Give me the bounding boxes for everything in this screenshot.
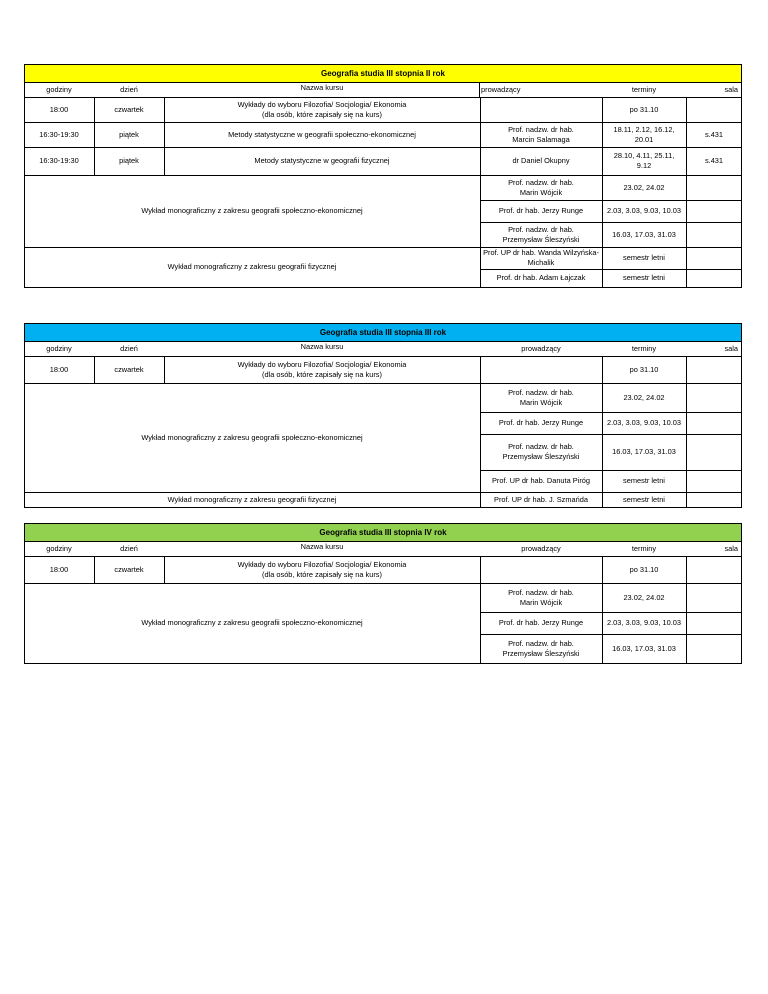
cell-godziny: 18:00 bbox=[49, 364, 69, 374]
grid-line bbox=[686, 247, 687, 269]
grid-line bbox=[741, 612, 742, 634]
grid-line bbox=[602, 434, 603, 470]
grid-line bbox=[94, 122, 95, 147]
cell-dzien: piątek bbox=[119, 129, 139, 139]
cell-terminy: semestr letni bbox=[623, 253, 665, 262]
cell-terminy: 28.10, 4.11, 25.11, 9.12 bbox=[613, 151, 675, 170]
grid-line bbox=[164, 356, 165, 383]
grid-line bbox=[24, 287, 742, 288]
grid-line bbox=[24, 342, 25, 356]
grid-line bbox=[741, 122, 742, 147]
grid-line bbox=[602, 412, 603, 434]
grid-line bbox=[480, 583, 481, 612]
cell-prowadzacy: Prof. nadzw. dr hab. Przemysław Śleszyński bbox=[502, 638, 580, 658]
col-header-nazwa: Nazwa kursu bbox=[300, 342, 344, 351]
col-header-sala: sala bbox=[724, 544, 738, 553]
cell-nazwa-monograficzny: Wykład monograficzny z zakresu geografii społeczno-ekonomicznej bbox=[141, 618, 363, 627]
grid-line bbox=[741, 222, 742, 247]
cell-nazwa: Wykłady do wyboru Filozofia/ Socjologia/ Ekonomia (dla osób, które zapisały się na kurs) bbox=[237, 559, 407, 579]
col-header-terminy: terminy bbox=[631, 344, 657, 353]
cell-terminy: po 31.10 bbox=[629, 104, 659, 114]
cell-godziny: 16:30-19:30 bbox=[39, 156, 79, 165]
cell-nazwa-monograficzny: Wykład monograficzny z zakresu geografii fizycznej bbox=[167, 494, 337, 504]
cell-terminy: semestr letni bbox=[623, 273, 665, 282]
grid-line bbox=[686, 412, 687, 434]
cell-prowadzacy: Prof. nadzw. dr hab. Marin Wójcik bbox=[508, 387, 574, 407]
cell-dzien: czwartek bbox=[114, 104, 144, 114]
cell-terminy: 16.03, 17.03, 31.03 bbox=[612, 229, 676, 239]
cell-nazwa-monograficzny: Wykład monograficzny z zakresu geografii społeczno-ekonomicznej bbox=[141, 206, 363, 215]
cell-prowadzacy: Prof. nadzw. dr hab. Przemysław Śleszyński bbox=[502, 442, 580, 461]
grid-line bbox=[741, 356, 742, 383]
cell-nazwa: Wykłady do wyboru Filozofia/ Socjologia/ Ekonomia (dla osób, które zapisały się na kurs) bbox=[237, 99, 407, 119]
cell-terminy: semestr letni bbox=[623, 494, 665, 504]
grid-line bbox=[602, 200, 603, 222]
grid-line bbox=[686, 175, 687, 200]
grid-line bbox=[602, 583, 603, 612]
cell-terminy: 16.03, 17.03, 31.03 bbox=[612, 643, 676, 653]
cell-prowadzacy bbox=[480, 97, 602, 122]
col-header-godziny: godziny bbox=[46, 544, 72, 553]
grid-line bbox=[480, 470, 481, 492]
grid-line bbox=[686, 583, 687, 612]
grid-line bbox=[602, 175, 603, 200]
grid-line bbox=[686, 470, 687, 492]
cell-dzien: czwartek bbox=[114, 564, 144, 574]
grid-line bbox=[480, 356, 481, 383]
grid-line bbox=[164, 556, 165, 583]
grid-line bbox=[686, 434, 687, 470]
grid-line bbox=[686, 222, 687, 247]
grid-line bbox=[741, 542, 742, 556]
grid-line bbox=[94, 356, 95, 383]
cell-terminy: 2.03, 3.03, 9.03, 10.03 bbox=[607, 618, 681, 627]
grid-line bbox=[602, 612, 603, 634]
grid-line bbox=[686, 147, 687, 175]
grid-line bbox=[480, 612, 481, 634]
grid-line bbox=[686, 200, 687, 222]
cell-prowadzacy: Prof. dr hab. Adam Łajczak bbox=[496, 273, 586, 282]
grid-line bbox=[741, 383, 742, 412]
cell-prowadzacy: dr Daniel Okupny bbox=[512, 156, 570, 165]
grid-line bbox=[741, 556, 742, 583]
col-header-prowadzacy: prowadzący bbox=[521, 544, 561, 553]
grid-line bbox=[741, 634, 742, 663]
cell-terminy: po 31.10 bbox=[629, 364, 659, 374]
grid-line bbox=[741, 147, 742, 175]
grid-line bbox=[24, 175, 25, 247]
grid-line bbox=[164, 147, 165, 175]
col-header-nazwa: Nazwa kursu bbox=[300, 83, 344, 92]
grid-line bbox=[480, 147, 481, 175]
grid-line bbox=[164, 122, 165, 147]
cell-terminy: 2.03, 3.03, 9.03, 10.03 bbox=[607, 418, 681, 427]
grid-line bbox=[602, 97, 603, 122]
grid-line bbox=[602, 269, 603, 287]
grid-line bbox=[24, 147, 25, 175]
section-title: Geografia studia III stopnia III rok bbox=[24, 323, 742, 342]
grid-line bbox=[480, 247, 481, 269]
grid-line bbox=[24, 122, 25, 147]
grid-line bbox=[480, 492, 481, 507]
grid-line bbox=[741, 175, 742, 200]
cell-sala: s.431 bbox=[704, 156, 724, 165]
col-header-prowadzacy: prowadzący bbox=[521, 344, 561, 353]
grid-line bbox=[602, 470, 603, 492]
grid-line bbox=[741, 269, 742, 287]
col-header-prowadzacy: prowadzący bbox=[481, 85, 521, 94]
cell-terminy: semestr letni bbox=[623, 476, 665, 485]
grid-line bbox=[94, 147, 95, 175]
section-title: Geografia studia III stopnia IV rok bbox=[24, 523, 742, 542]
cell-dzien: czwartek bbox=[114, 364, 144, 374]
col-header-dzien: dzień bbox=[120, 85, 138, 94]
grid-line bbox=[24, 556, 25, 583]
cell-prowadzacy bbox=[480, 356, 602, 383]
cell-godziny: 18:00 bbox=[49, 104, 69, 114]
grid-line bbox=[480, 222, 481, 247]
cell-terminy: 23.02, 24.02 bbox=[623, 592, 665, 602]
grid-line bbox=[686, 356, 687, 383]
cell-prowadzacy: Prof. nadzw. dr hab. Marin Wójcik bbox=[508, 587, 574, 607]
grid-line bbox=[602, 634, 603, 663]
cell-prowadzacy: Prof. dr hab. Jerzy Runge bbox=[498, 206, 584, 215]
grid-line bbox=[24, 507, 742, 508]
grid-line bbox=[479, 83, 480, 97]
grid-line bbox=[480, 634, 481, 663]
grid-line bbox=[602, 122, 603, 147]
cell-prowadzacy bbox=[480, 556, 602, 583]
col-header-terminy: terminy bbox=[631, 85, 657, 94]
grid-line bbox=[686, 556, 687, 583]
cell-prowadzacy: Prof. UP dr hab. Wanda Wilzyńska- Michalik bbox=[483, 248, 599, 267]
grid-line bbox=[24, 492, 25, 507]
cell-nazwa: Metody statystyczne w geografii fizycznej bbox=[254, 156, 390, 165]
grid-line bbox=[741, 583, 742, 612]
col-header-sala: sala bbox=[724, 344, 738, 353]
cell-prowadzacy: Prof. nadzw. dr hab. Marin Wójcik bbox=[508, 177, 574, 197]
cell-terminy: 16.03, 17.03, 31.03 bbox=[612, 447, 676, 456]
grid-line bbox=[741, 200, 742, 222]
col-header-godziny: godziny bbox=[46, 344, 72, 353]
grid-line bbox=[602, 492, 603, 507]
grid-line bbox=[480, 434, 481, 470]
grid-line bbox=[480, 383, 481, 412]
grid-line bbox=[741, 412, 742, 434]
cell-terminy: 18.11, 2.12, 16.12, 20.01 bbox=[613, 124, 675, 144]
col-header-dzien: dzień bbox=[120, 544, 138, 553]
grid-line bbox=[741, 83, 742, 97]
cell-prowadzacy: Prof. UP dr hab. Danuta Piróg bbox=[491, 476, 591, 485]
grid-line bbox=[24, 97, 25, 122]
col-header-sala: sala bbox=[724, 85, 738, 94]
cell-nazwa-monograficzny: Wykład monograficzny z zakresu geografii fizycznej bbox=[167, 262, 337, 271]
grid-line bbox=[686, 383, 687, 412]
grid-line bbox=[741, 97, 742, 122]
grid-line bbox=[24, 83, 25, 97]
grid-line bbox=[480, 97, 481, 122]
cell-terminy: 23.02, 24.02 bbox=[623, 392, 665, 402]
cell-terminy: 23.02, 24.02 bbox=[623, 182, 665, 192]
grid-line bbox=[686, 634, 687, 663]
grid-line bbox=[602, 147, 603, 175]
grid-line bbox=[480, 122, 481, 147]
cell-sala: s.431 bbox=[704, 129, 724, 139]
grid-line bbox=[24, 247, 25, 287]
grid-line bbox=[686, 612, 687, 634]
grid-line bbox=[602, 383, 603, 412]
grid-line bbox=[602, 356, 603, 383]
grid-line bbox=[24, 663, 742, 664]
cell-prowadzacy: Prof. UP dr hab. J. Szmańda bbox=[494, 494, 588, 504]
grid-line bbox=[24, 583, 25, 663]
grid-line bbox=[686, 97, 687, 122]
grid-line bbox=[741, 247, 742, 269]
cell-terminy: 2.03, 3.03, 9.03, 10.03 bbox=[607, 206, 681, 215]
grid-line bbox=[686, 269, 687, 287]
cell-nazwa: Metody statystyczne w geografii społeczno-ekonomicznej bbox=[228, 129, 416, 139]
grid-line bbox=[686, 492, 687, 507]
grid-line bbox=[741, 434, 742, 470]
grid-line bbox=[24, 542, 25, 556]
grid-line bbox=[602, 247, 603, 269]
cell-terminy: po 31.10 bbox=[629, 564, 659, 574]
cell-sala bbox=[686, 356, 742, 383]
grid-line bbox=[480, 556, 481, 583]
col-header-terminy: terminy bbox=[631, 544, 657, 553]
cell-godziny: 18:00 bbox=[49, 564, 69, 574]
grid-line bbox=[164, 97, 165, 122]
cell-prowadzacy: Prof. dr hab. Jerzy Runge bbox=[498, 418, 584, 427]
cell-prowadzacy: Prof. nadzw. dr hab. Przemysław Śleszyński bbox=[502, 224, 580, 244]
cell-sala bbox=[686, 97, 742, 122]
grid-line bbox=[480, 269, 481, 287]
grid-line bbox=[741, 342, 742, 356]
cell-prowadzacy: Prof. dr hab. Jerzy Runge bbox=[498, 618, 584, 627]
col-header-godziny: godziny bbox=[46, 85, 72, 94]
grid-line bbox=[741, 470, 742, 492]
grid-line bbox=[686, 122, 687, 147]
cell-godziny: 16:30-19:30 bbox=[39, 129, 79, 139]
grid-line bbox=[24, 383, 25, 492]
grid-line bbox=[480, 200, 481, 222]
grid-line bbox=[24, 356, 25, 383]
grid-line bbox=[94, 556, 95, 583]
section-title: Geografia studia III stopnia II rok bbox=[24, 64, 742, 83]
grid-line bbox=[602, 222, 603, 247]
col-header-dzien: dzień bbox=[120, 344, 138, 353]
cell-prowadzacy: Prof. nadzw. dr hab. Marcin Salamaga bbox=[508, 124, 574, 144]
grid-line bbox=[480, 412, 481, 434]
col-header-nazwa: Nazwa kursu bbox=[300, 542, 344, 551]
grid-line bbox=[602, 556, 603, 583]
cell-nazwa: Wykłady do wyboru Filozofia/ Socjologia/ Ekonomia (dla osób, które zapisały się na kurs) bbox=[237, 359, 407, 379]
cell-nazwa-monograficzny: Wykład monograficzny z zakresu geografii społeczno-ekonomicznej bbox=[141, 432, 363, 442]
grid-line bbox=[94, 97, 95, 122]
grid-line bbox=[741, 492, 742, 507]
cell-dzien: piątek bbox=[119, 156, 139, 165]
cell-sala bbox=[686, 556, 742, 583]
grid-line bbox=[480, 175, 481, 200]
